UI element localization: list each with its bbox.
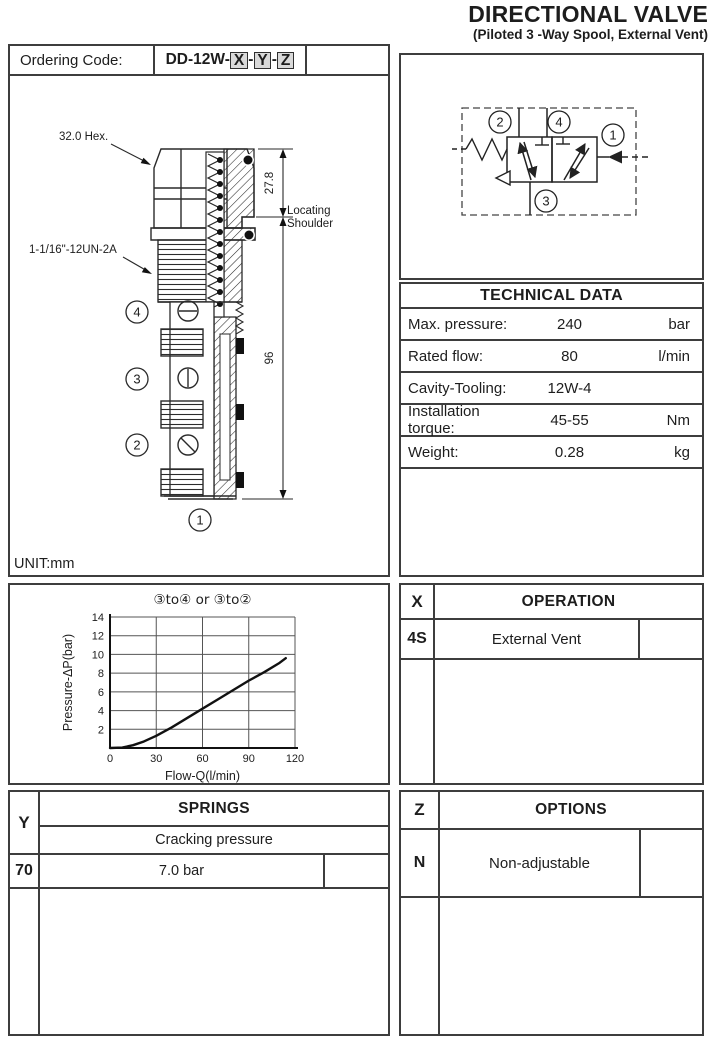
table-row — [10, 853, 388, 889]
hex-head — [154, 149, 254, 228]
flow-arrows — [520, 142, 589, 180]
svg-text:120: 120 — [285, 753, 305, 765]
options-empty-area — [401, 898, 702, 1034]
operation-table — [399, 583, 704, 785]
springs-table — [8, 790, 390, 1036]
ordering-code-row — [10, 46, 388, 76]
operation-empty-cell — [435, 660, 702, 783]
port-1-arrow — [608, 151, 622, 164]
schematic-port-1: 1 — [609, 127, 617, 143]
svg-text:Pressure-ΔP(bar): Pressure-ΔP(bar) — [61, 633, 75, 732]
unit-label: UNIT:mm — [14, 556, 75, 572]
svg-text:30: 30 — [150, 753, 163, 765]
options-header-row — [401, 792, 702, 830]
schematic-port-3: 3 — [542, 193, 550, 209]
svg-text:1-1/16"-12UN-2A: 1-1/16"-12UN-2A — [29, 244, 117, 256]
table-row — [401, 437, 702, 469]
locating-shoulder-label — [287, 205, 333, 230]
chart-panel — [8, 583, 390, 785]
svg-text:32.0 Hex.: 32.0 Hex. — [59, 131, 109, 143]
thread-section — [158, 240, 208, 302]
springs-row-label: 7.0 bar — [158, 863, 205, 879]
table-row — [401, 405, 702, 437]
spec-value: 12W-4 — [547, 379, 592, 397]
operation-header-row — [401, 585, 702, 620]
ordering-var-x: X — [230, 52, 247, 69]
options-row-code: N — [401, 830, 440, 896]
drawing-port-4: 4 — [133, 304, 141, 320]
schematic-port-2: 2 — [496, 114, 504, 130]
svg-text:90: 90 — [242, 753, 255, 765]
drawing-port-2: 2 — [133, 437, 141, 453]
ordering-var-y: Y — [254, 52, 271, 69]
drawing-port-3: 3 — [133, 371, 141, 387]
table-row — [401, 341, 702, 373]
hex-size-label — [59, 131, 151, 165]
options-empty-code-col — [401, 898, 440, 1034]
technical-data-panel — [399, 282, 704, 577]
springs-header-block — [10, 792, 388, 853]
spring — [206, 152, 224, 317]
springs-empty-code-col — [10, 889, 40, 1034]
ordering-code-value — [155, 46, 307, 74]
svg-text:8: 8 — [97, 668, 104, 681]
valve-drawing — [10, 76, 388, 577]
options-code-header: Z — [401, 792, 440, 828]
valve-schematic — [401, 55, 702, 278]
ordering-separator: - — [248, 51, 254, 68]
ordering-code-prefix: DD-12W- — [165, 51, 230, 68]
technical-data-title: TECHNICAL DATA — [401, 284, 702, 309]
options-empty-cell — [440, 898, 702, 1034]
operation-row-code: 4S — [401, 620, 435, 658]
springs-title: SPRINGS — [40, 792, 388, 827]
svg-text:4: 4 — [97, 705, 104, 718]
options-table — [399, 790, 704, 1036]
svg-text:14: 14 — [91, 612, 104, 624]
spec-unit: kg — [674, 443, 690, 461]
springs-code-header: Y — [10, 792, 40, 853]
spec-label: Max. pressure: — [408, 315, 508, 333]
ordering-row-spacer — [307, 46, 388, 74]
svg-text:60: 60 — [196, 753, 209, 765]
title-block — [468, 1, 708, 42]
schematic-port-4: 4 — [555, 114, 563, 130]
operation-row-spare-cell — [638, 620, 702, 658]
springs-empty-cell — [40, 889, 388, 1034]
spring-icon — [452, 139, 507, 160]
ordering-separator: - — [271, 51, 277, 68]
springs-row-spare-cell — [323, 855, 388, 887]
svg-text:0: 0 — [106, 753, 114, 765]
table-row — [401, 620, 702, 660]
svg-text:2: 2 — [97, 724, 104, 737]
svg-text:10: 10 — [91, 649, 104, 662]
options-row-spare-cell — [639, 830, 702, 896]
page-subtitle: (Piloted 3 -Way Spool, External Vent) — [472, 27, 708, 42]
svg-text:Shoulder: Shoulder — [287, 218, 334, 230]
springs-row-code: 70 — [10, 855, 40, 887]
ordering-code-label: Ordering Code: — [10, 46, 155, 74]
thread-spec-label — [29, 244, 152, 274]
operation-empty-code-col — [401, 660, 435, 783]
options-title: OPTIONS — [535, 801, 607, 818]
svg-text:12: 12 — [91, 630, 104, 643]
spec-label: Cavity-Tooling: — [408, 379, 507, 397]
dim-96-label: 96 — [264, 351, 276, 365]
operation-title: OPERATION — [521, 592, 616, 610]
springs-empty-area — [10, 889, 388, 1034]
port-lines — [519, 108, 648, 215]
page-title: DIRECTIONAL VALVE — [468, 1, 708, 27]
springs-subtitle: Cracking pressure — [155, 832, 273, 848]
operation-row-label: External Vent — [491, 630, 582, 648]
svg-text:③to④ or ③to②: ③to④ or ③to② — [153, 592, 252, 608]
spec-unit: Nm — [666, 411, 690, 429]
seal-blocks — [236, 338, 244, 488]
dim-27-8-label: 27.8 — [264, 171, 276, 195]
svg-text:Flow-Q(l/min): Flow-Q(l/min) — [165, 769, 240, 783]
operation-empty-area — [401, 660, 702, 783]
schematic-panel — [399, 53, 704, 280]
spec-label: Rated flow: — [408, 347, 484, 365]
pilot-icon — [496, 171, 510, 185]
spec-unit: bar — [668, 315, 690, 333]
spec-label: Installation torque: — [408, 403, 480, 437]
spec-value: 45-55 — [550, 411, 589, 429]
flow-chart — [10, 585, 388, 783]
spec-value: 80 — [561, 347, 578, 365]
svg-text:Locating: Locating — [287, 205, 331, 217]
ordering-var-z: Z — [277, 52, 293, 69]
operation-code-header: X — [401, 585, 435, 618]
spec-label: Weight: — [408, 443, 459, 461]
table-row — [401, 373, 702, 405]
drawing-panel — [8, 44, 390, 577]
options-row-label: Non-adjustable — [489, 854, 590, 872]
spec-value: 0.28 — [554, 443, 585, 461]
spec-unit: l/min — [658, 347, 690, 365]
svg-text:6: 6 — [97, 686, 104, 699]
table-row — [401, 830, 702, 898]
table-row — [401, 309, 702, 341]
spec-value: 240 — [556, 315, 583, 333]
drawing-port-1: 1 — [196, 512, 204, 528]
